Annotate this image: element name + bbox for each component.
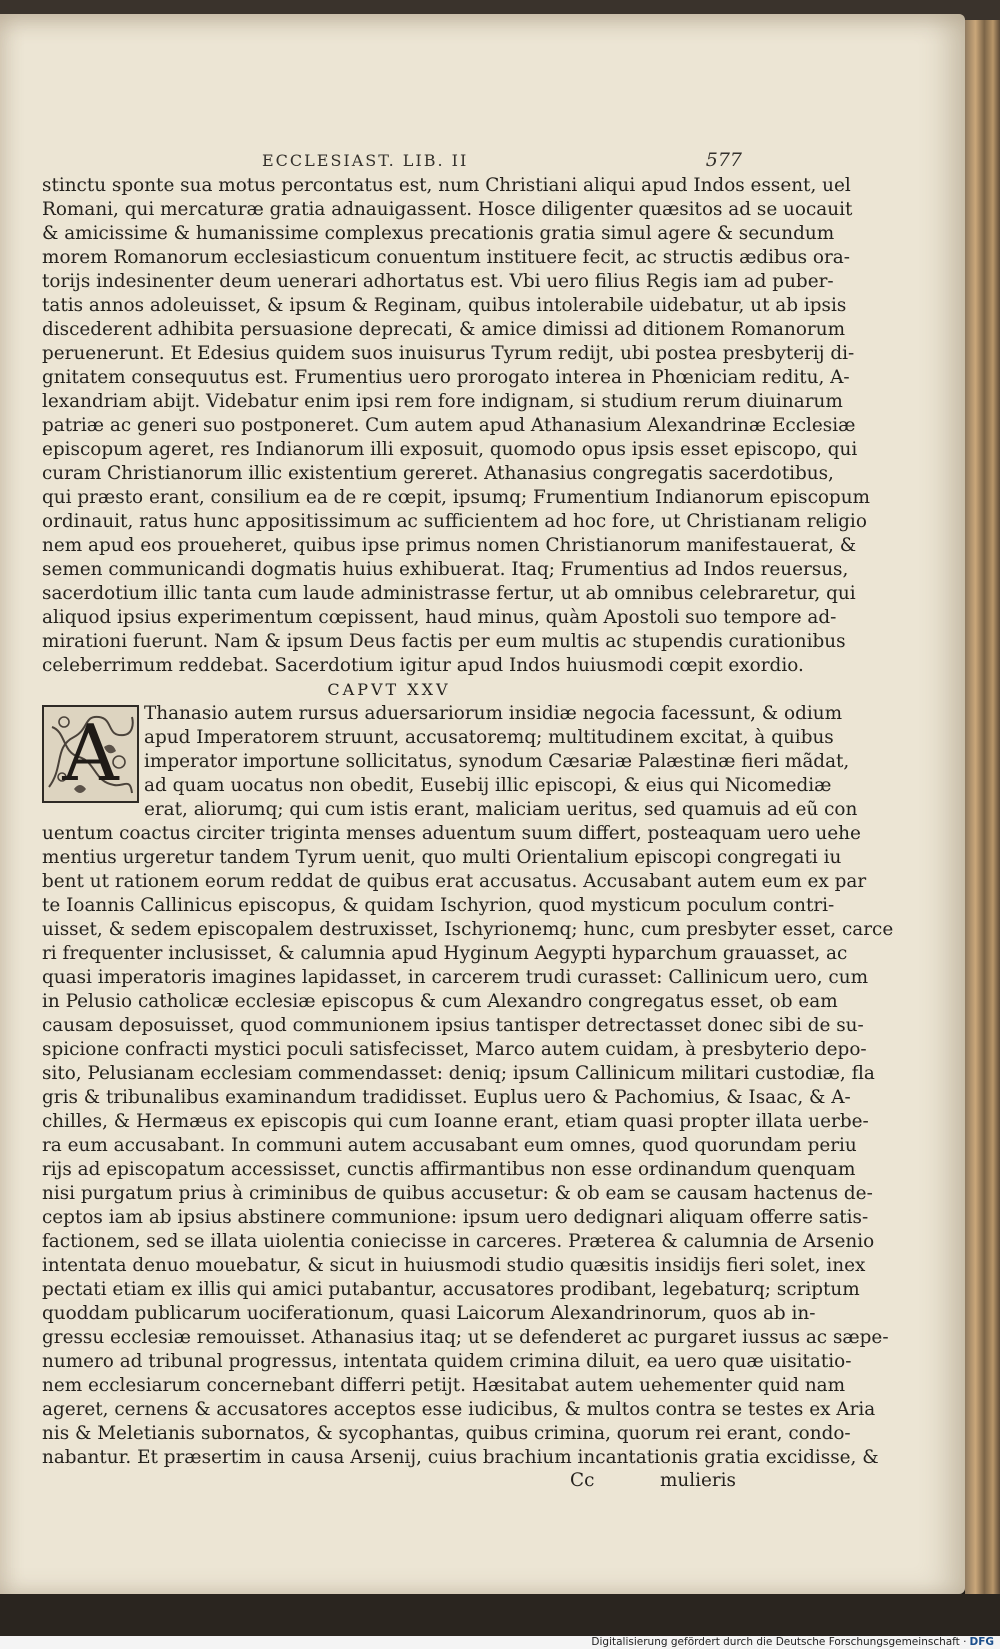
text-line: aliquod ipsius experimentum cœpissent, haud minus, quàm Apostoli suo tempore ad-	[42, 607, 837, 628]
text-line: uisset, & sedem episcopalem destruxisset, Ischyrionemq; hunc, cum presbyter esset, carce	[42, 919, 894, 940]
text-line: qui præsto erant, consilium ea de re cœpit, ipsumq; Frumentium Indianorum episcopum	[42, 487, 870, 508]
text-line: & amicissime & humanissime complexus precationis gratia simul agere & secundum	[42, 223, 835, 244]
text-line: ceptos iam ab ipsius abstinere communione: ipsum uero dedignari aliquam offerre satis-	[42, 1207, 869, 1228]
chapter-opening	[42, 702, 858, 822]
text-line: quoddam publicarum uociferationum, quasi Laicorum Alexandrinorum, quos ab in-	[42, 1303, 816, 1324]
text-line: nisi purgatum prius à criminibus de quibus accusetur: & ob eam se causam hactenus de-	[42, 1183, 873, 1204]
text-line: Romani, qui mercaturæ gratia adnauigassent. Hosce diligenter quæsitos ad se uocauit	[42, 199, 853, 220]
chapter-heading: CAPVT XXV	[327, 680, 451, 699]
text-line: sito, Pelusianam ecclesiam commendasset: deniq; ipsum Callinicum militari custodiæ, fla	[42, 1063, 875, 1084]
text-line: nabantur. Et præsertim in causa Arsenij, cuius brachium incantationis gratia excidisse, &	[42, 1447, 879, 1468]
text-line: causam deposuisset, quod communionem ipsius tantisper detrectasset donec sibi de su-	[42, 1015, 864, 1036]
text-line: torijs indesinenter deum uenerari adhortatus est. Vbi uero filius Regis iam ad puber-	[42, 271, 834, 292]
text-line: morem Romanorum ecclesiasticum conuentum instituere fecit, ac structis ædibus ora-	[42, 247, 850, 268]
text-line: curam Christianorum illic existentium gereret. Athanasius congregatis sacerdotibus,	[42, 463, 834, 484]
text-line: gris & tribunalibus examinandum tradidisset. Euplus uero & Pachomius, & Isaac, & A-	[42, 1087, 851, 1108]
text-line: factionem, sed se illata uiolentia coniecisse in carceres. Præterea & calumnia de Arsenio	[42, 1231, 875, 1252]
ornamental-initial	[42, 705, 139, 803]
drop-cap-letter: A	[62, 709, 119, 799]
page-foot	[42, 1470, 736, 1494]
text-line: mentius urgeretur tandem Tyrum uenit, quo multi Orientalium episcopi congregati iu	[42, 847, 842, 868]
paragraph-2	[42, 822, 894, 1470]
text-line: chilles, & Hermæus ex episcopis qui cum Ioanne erant, etiam quasi propter illata uerbe-	[42, 1111, 869, 1132]
text-line: tatis annos adoleuisset, & ipsum & Reginam, quibus intolerabile uidebatur, ut ab ipsis	[42, 295, 847, 316]
digitization-footer	[0, 1636, 1000, 1649]
text-line: peruenerunt. Et Edesius quidem suos inuisurus Tyrum redijt, ubi postea presbyterij di-	[42, 343, 855, 364]
book-page	[0, 14, 965, 1594]
text-line: discederent adhibita persuasione deprecati, & amice dimissi ad ditionem Romanorum	[42, 319, 846, 340]
running-header	[262, 151, 742, 173]
signature-mark: Cc	[570, 1470, 595, 1491]
text-line: Thanasio autem rursus aduersariorum insidiæ negocia facessunt, & odium	[144, 703, 843, 724]
text-line: ra eum accusabant. In communi autem accusabant eum omnes, quod quorundam periu	[42, 1135, 857, 1156]
text-line: stinctu sponte sua motus percontatus est, num Christiani aliqui apud Indos essent, uel	[42, 175, 851, 196]
text-line: intentata denuo mouebatur, & sicut in huiusmodi studio quæsitis insidijs fieri solet, inex	[42, 1255, 866, 1276]
text-line: uentum coactus circiter triginta menses aduentum suum differt, posteaquam uero uehe	[42, 823, 861, 844]
text-line: rijs ad episcopatum accessisset, cunctis affirmantibus non esse ordinandum quenquam	[42, 1159, 856, 1180]
text-line: semen communicandi dogmatis huius exhibuerat. Itaq; Frumentius ad Indos reuersus,	[42, 559, 849, 580]
text-line: apud Imperatorem struunt, accusatoremq; multitudinem excitat, à quibus	[144, 727, 834, 748]
text-line: ordinauit, ratus hunc appositissimum ac sufficientem ad hoc fore, ut Christianam religio	[42, 511, 867, 532]
text-line: nem apud eos proueheret, quibus ipse primus nomen Christianorum manifestauerat, &	[42, 535, 857, 556]
text-line: in Pelusio catholicæ ecclesiæ episcopus & cum Alexandro congregatus esset, ob eam	[42, 991, 838, 1012]
text-line: episcopum ageret, res Indianorum illi exposuit, quomodo opus ipsis esset episcopo, qui	[42, 439, 858, 460]
text-line: gressu ecclesiæ remouisset. Athanasius itaq; ut se defenderet ac purgaret iussus ac sæpe-	[42, 1327, 889, 1348]
text-line: ad quam uocatus non obedit, Eusebij illic episcopi, & eius qui Nicomediæ	[144, 775, 832, 796]
text-line: sacerdotium illic tanta cum laude administrasse fertur, ut ab omnibus celebraretur, qui	[42, 583, 856, 604]
catchword: mulieris	[659, 1470, 736, 1491]
paragraph-2-indented	[42, 702, 858, 822]
text-line: ri frequenter inclusisset, & calumnia apud Hyginum Aegypti hyparchum grauasset, ac	[42, 943, 848, 964]
text-line: imperator importune sollicitatus, synodum Cæsariæ Palæstinæ fieri mãdat,	[144, 751, 850, 772]
text-line: gnitatem consequutus est. Frumentius uero prorogato interea in Phœniciam reditu, A-	[42, 367, 850, 388]
text-line: bent ut rationem eorum reddat de quibus erat accusatus. Accusabant autem eum ex par	[42, 871, 867, 892]
text-block	[42, 174, 894, 1494]
scan-bottom-edge	[0, 1594, 1000, 1636]
text-line: nem ecclesiarum concernebant differri petijt. Hæsitabat autem uehementer quid nam	[42, 1375, 846, 1396]
text-line: nis & Meletianis subornatos, & sycophantas, quibus crimina, quorum rei erant, condo-	[42, 1423, 851, 1444]
text-line: numero ad tribunal progressus, intentata quidem crimina diluit, ea uero quæ uisitatio-	[42, 1351, 852, 1372]
book-spine-edge	[965, 20, 1000, 1594]
text-line: ageret, cernens & accusatores acceptos esse iudicibus, & multos contra se testes ex Aria	[42, 1399, 876, 1420]
text-line: spicione confracti mystici poculi satisfecisset, Marco autem cuidam, à presbyterio depo-	[42, 1039, 867, 1060]
text-line: lexandriam abijt. Videbatur enim ipsi rem fore indignam, si studium rerum diuinarum	[42, 391, 843, 412]
running-title: ECCLESIAST. LIB. II	[262, 151, 469, 170]
footer-credit: Digitalisierung gefördert durch die Deutsche Forschungsgemeinschaft ·	[591, 1636, 967, 1648]
text-line: te Ioannis Callinicus episcopus, & quidam Ischyrion, quod mysticum poculum contri-	[42, 895, 835, 916]
text-line: celeberrimum reddebat. Sacerdotium igitur apud Indos huiusmodi cœpit exordio.	[42, 655, 804, 676]
text-line: mirationi fuerunt. Nam & ipsum Deus factis per eum multis ac stupendis curationibus	[42, 631, 846, 652]
page-number: 577	[705, 149, 742, 171]
text-line: pectati etiam ex illis qui amici putabantur, accusatores prodibant, legebaturq; scriptum	[42, 1279, 860, 1300]
text-line: quasi imperatoris imagines lapidasset, in carcerem trudi curasset: Callinicum uero, cum	[42, 967, 869, 988]
text-line: patriæ ac generi suo postponeret. Cum autem apud Athanasium Alexandrinæ Ecclesiæ	[42, 415, 856, 436]
text-line: erat, aliorumq; qui cum istis erant, maliciam ueritus, sed quamuis ad eũ con	[144, 799, 858, 820]
paragraph-1	[42, 174, 870, 678]
dfg-logo: DFG	[969, 1636, 994, 1648]
